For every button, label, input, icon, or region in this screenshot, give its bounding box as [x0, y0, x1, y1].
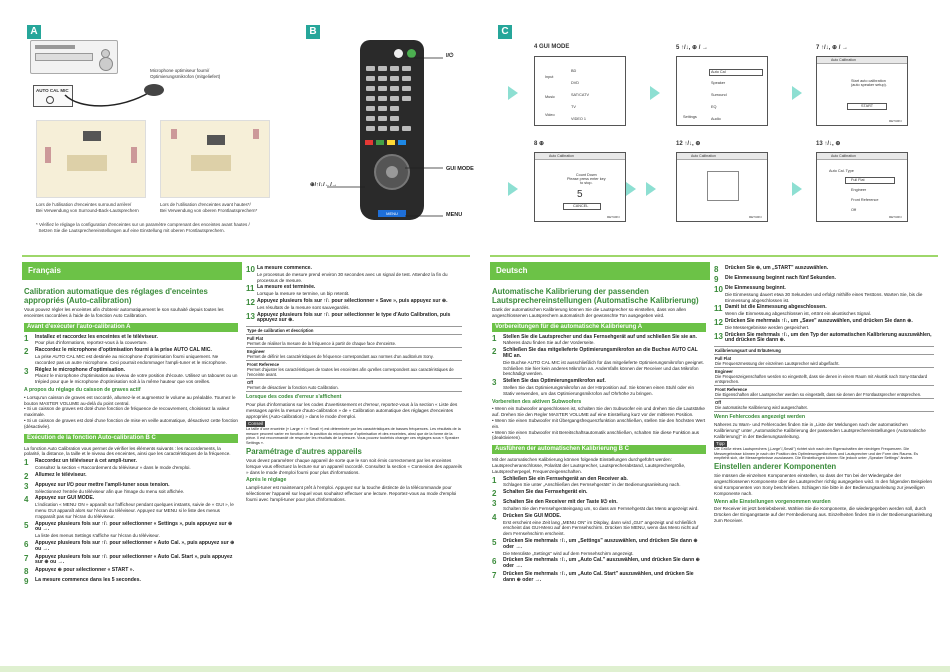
fr-step-5: 2 Allumez le téléviseur. [24, 471, 87, 481]
tv7-footer: RETURN [889, 119, 902, 123]
language-band-fr: Français [22, 262, 242, 280]
de-table-desc: Die Frequenzmessung der einzelnen Lautsprecher wird abgeflacht. [715, 361, 840, 367]
de-c2-step-9-title: Die Einmessung beginnt nach fünf Sekunden. [725, 275, 836, 281]
fr-table-row [246, 379, 462, 392]
fr-after-heading: Après le réglage [246, 477, 287, 484]
de-table-row [714, 355, 934, 368]
fr-step-4-desc: Consultez la section « Raccordement du téléviseur » dans le mode d'emploi. [35, 464, 191, 470]
de-subwoofer-heading: Vorbereiten des aktiven Subwoofers [492, 398, 582, 405]
de-step-10-title: Drücken Sie mehrmals ↑/↓, um „Auto Cal. Start" auszuwählen, und drücken Sie dann ⊕ oder →. [503, 570, 694, 583]
de-step-5: 2 Schalten Sie das Fernsehgerät ein. [492, 489, 588, 499]
jack-label: AUTO CAL MIC [36, 88, 69, 93]
fr-heading-exec: Exécution de la fonction Auto-calibration B C [24, 434, 238, 443]
de-table-type: Front Reference [715, 387, 748, 393]
fr-table-desc: Permet de définir les caractéristiques de fréquence correspondant aux normes d'un auditorium Sony. [247, 354, 434, 360]
de-c2-step-9: 9 Die Einmessung beginnt nach fünf Sekunden. [714, 275, 836, 284]
section-b-label: B [306, 25, 320, 39]
de-tip-desc: Die Größe eines Lautsprechers („Large"/„Small") richtet sich nach den Eigenschaften der niedrigen Frequenzen. Die Messergebnisse können je nach der Position des Optimierungsmikrofons und Lautsprecher und der Form des Raums. Es empfiehlt sich, die Messergebnisse zuzulassen. Die Einstellungen können Sie jedoch unter „Speaker Settings" ändern. [714, 447, 919, 461]
tv5-item: EQ [711, 105, 717, 109]
flow-arrow [626, 182, 636, 196]
de-table-row [714, 386, 934, 399]
tv4-icon-label: Input [545, 75, 554, 79]
fr-table-type: Engineer [247, 349, 265, 355]
bottom-rule [0, 666, 950, 672]
fr-after-desc: Lampli-tuner est maintenant prêt à l'emploi. Appuyez sur la touche distincte de la télécommande pour sélectionner l'appareil sur lequel vous souhaitez effectuer une lecture. Reportez-vous au mode d'emploi fourni avec l'ampli-tuner pour plus d'informations. [246, 485, 457, 502]
fr-c2-step-11: 11 La mesure est terminée. Lorsque la mesure se termine, un bip retentit. [246, 284, 350, 297]
de-c2-step-11-desc: Wenn die Einmessung abgeschlossen ist, ertönt ein akustisches Signal. [725, 311, 871, 317]
de-c2-step-8-title: Drücken Sie ⊕, um „START" auszuwählen. [725, 265, 829, 271]
fr-c2-step-13-title: Appuyez plusieurs fois sur ↑/↓ pour sélectionner le type d'Auto Calibration, puis appuyez sur ⊕. [257, 311, 451, 324]
tv-screen-step-13 [816, 152, 908, 222]
de-error-heading: Wenn Fehlercodes angezeigt werden [714, 414, 805, 421]
de-c2-step-11-title: Damit ist die Einmessung abgeschlossen. [725, 304, 827, 311]
menu-button-highlight: MENU [378, 210, 406, 217]
de-subwoofer-2: • Wenn Sie einen Subwoofer mit Übergangsfrequenzfunktion anschließen, stellen Sie den höchsten Wert ein. [492, 417, 706, 429]
de-subwoofer-3: • Wenn Sie einen Subwoofer mit Bereitschaftsautomatik anschließen, schalten Sie diese Funktion aus (deaktivieren). [492, 429, 700, 441]
fr-step-9-title: Appuyez plusieurs fois sur ↑/↓ pour sélectionner « Auto Cal. », puis appuyez sur ⊕ ou →. [35, 539, 235, 552]
de-heading-exec: Ausführen der automatischen Kalibrierung B C [492, 445, 706, 454]
tv8-text: Count Down Please press enter key to stop. [567, 173, 606, 185]
tv5-item: Auto Cal [711, 70, 726, 74]
de-tip-badge: Tipp [716, 441, 725, 447]
caption-surround-back: Lors de l'utilisation d'enceintes surround arrière/ Bei Verwendung von Surround-Back-Lautsprechern [36, 202, 139, 213]
de-table-desc: Die Frequenzeigenschaften werden so eingestellt, dass sie denen in einem Raum mit Akustik nach Sony-Standard entsprechen. [715, 374, 928, 385]
fr-subwoofer-1: • Lorsqu'un caisson de graves est raccordé, allumez-le et augmentez le volume au préalable. Tournez le bouton MASTER VOLUME au-delà du point central. [24, 394, 236, 406]
de-error-desc: Näheres zu Warn- und Fehlercodes finden Sie in „Liste der Meldungen nach der automatischen Kalibrierung" unter „Automatische Kalibrierung der passenden Lautsprechereinstellungen (Automatische Kalibrierung)" in der Bedienungsanleitung. [714, 421, 926, 439]
fr-step-7-title: Appuyez sur GUI MODE. [35, 495, 95, 502]
tv4-icon-label: Video [545, 113, 555, 117]
tv7-title: Auto Calibration [817, 57, 907, 64]
tv8-title: Auto Calibration [535, 153, 625, 160]
fr-step-6: 3 Appuyez sur I/⏻ pour mettre l'ampli-tuner sous tension. Sélectionnez l'entrée du téléviseur afin que l'image du menu soit affichée. [24, 481, 185, 494]
de-c2-step-12: 12 Drücken Sie mehrmals ↑/↓, um „Save" auszuwählen, und drücken Sie dann ⊕. Die Messergebnisse werden gespeichert. [714, 317, 913, 330]
de-step-3: 3 Stellen Sie das Optimierungsmikrofon auf. Stellen Sie das Optimierungsmikrofon an der Hörposition auf. Sie können einen Stuhl oder ein Stativ verwenden, um das Optimierungsmikrofon auf Ohrhöhe zu bringen. [492, 379, 706, 396]
flow-arrow [792, 182, 802, 196]
flow-arrow [508, 86, 518, 100]
de-step-4-title: Schließen Sie ein Fernsehgerät an den Receiver ab. [503, 475, 628, 482]
tv13-option: Full Flat [851, 178, 865, 182]
de-step-6: 3 Schalten Sie den Receiver mit der Taste I/⏻ ein. Schalten Sie den Fernsehgeräteingang um, so dass am Fernsehgerät das Menü angezeigt wird. [492, 499, 699, 511]
fr-c2-step-11-title: La mesure est terminée. [257, 284, 316, 291]
de-step-3-desc: Stellen Sie das Optimierungsmikrofon an der Hörposition auf. Sie können einen Stuhl oder ein Stativ verwenden, um das Optimierungsmikrofon auf Ohrhöhe zu bringen. [503, 384, 695, 396]
de-table-type: Engineer [715, 369, 733, 375]
de-step-7-desc: Erst erscheint eine Zeit lang „MENU ON" im Display, dann wird „GUI" angezeigt und schließlich erscheint das GUI-Menü auf dem Fernsehschirm. Drücken Sie MENU, wenn das Menü nicht auf dem Fernsehschirm erscheint. [503, 519, 699, 537]
de-step-10: 7 Drücken Sie mehrmals ↑/↓, um „Auto Cal. Start" auszuwählen, und drücken Sie dann ⊕ oder →. [492, 572, 706, 584]
de-calibration-table [714, 346, 934, 412]
remote-callout-lines [405, 48, 465, 228]
fr-step-4: 1 Raccordez un téléviseur à cet ampli-tuner. Consultez la section « Raccordement du téléviseur » dans le mode d'emploi. [24, 458, 191, 470]
de-table-type: Full Flat [715, 356, 732, 362]
room-front-high-illustration [160, 120, 270, 198]
fr-table-desc: Permet de réaliser la mesure de la fréquence à partir de chaque face d'enceinte. [247, 341, 397, 347]
step-5-label: 5 ↑/↓, ⊕ / → [676, 45, 709, 51]
menu-callout: MENU [446, 212, 463, 218]
fr-step-12: 9 La mesure commence dans les 5 secondes. [24, 577, 141, 587]
tv8-cancel-button: CANCEL [573, 204, 589, 208]
de-step-4: 1 Schließen Sie ein Fernsehgerät an den Receiver ab. Schlagen Sie unter „Anschließen des Fernsehgeräts" in der Bedienungsanleitung nach. [492, 475, 681, 488]
section-a-label: A [27, 25, 41, 39]
fr-step-2-title: Raccordez le microphone d'optimisation fourni à la prise AUTO CAL MIC. [35, 347, 212, 354]
fr-step-3-desc: Placez le microphone d'optimisation au niveau de votre position d'écoute. Utilisez un tabouret ou un trépied pour que le microphone d'optimisation soit à la même hauteur que vos oreilles. [35, 373, 238, 385]
step-4-label: 4 GUI MODE [534, 44, 570, 50]
de-step-9: 6 Drücken Sie mehrmals ↑/↓, um „Auto Cal." auszuwählen, und drücken Sie dann ⊕ oder →. [492, 558, 706, 570]
de-table-row [714, 368, 934, 386]
de-step-6-desc: Schalten Sie den Fernsehgeräteingang um, so dass am Fernsehgerät das Menü angezeigt wird. [503, 505, 699, 511]
de-exec-desc: Mit der automatischen Kalibrierung können folgende Einstellungen durchgeführt werden: Lautsprecheranschlüsse, Polarität der Lautsprecher, Lautsprecherabstand, Lautsprechergröße, Lautsprecherpegel, Frequenzeigenschaften. [492, 457, 686, 474]
fr-table-type: Front Reference [247, 362, 280, 368]
fr-step-7: 4 Appuyez sur GUI MODE. L'indication « MENU ON » apparaît sur l'afficheur pendant quelques instants, suivie de « GUI », le menu GUI apparaît alors sur l'écran du téléviseur. Appuyez sur MENU si le liste des menus n'apparaît pas sur l'écran du téléviseur. [24, 496, 238, 519]
flow-arrow [646, 182, 656, 196]
de-step-5-title: Schalten Sie das Fernsehgerät ein. [503, 489, 588, 496]
fr-table-type: Full Flat [247, 336, 264, 342]
tv12-title: Auto Calibration [677, 153, 767, 160]
tv8-footer: RETURN [607, 215, 620, 219]
fr-table-desc: Permet d'ajuster les caractéristiques de toutes les enceintes afin qu'elles correspondent aux caractéristiques de l'enceinte avant. [247, 367, 454, 378]
tv12-footer: RETURN [749, 215, 762, 219]
de-c2-step-8: 8 Drücken Sie ⊕, um „START" auszuwählen. [714, 265, 829, 274]
tv13-label: Auto Cal. Type [829, 169, 854, 173]
flow-arrow [792, 86, 802, 100]
tv4-item: DVD [571, 81, 580, 85]
fr-tip-badge: Conseil [248, 421, 264, 427]
fr-c2-step-12: 12 Appuyez plusieurs fois sur ↑/↓ pour sélectionner « Save », puis appuyez sur ⊕. Les résultats de la mesure sont sauvegardés. [246, 297, 448, 310]
tv5-item: Audio [711, 117, 721, 121]
fr-title: Calibration automatique des réglages d'enceintes appropriés (Auto-calibration) [24, 287, 208, 305]
fr-step-2-desc: La prise AUTO CAL MIC est destinée au microphone d'optimisation fourni uniquement. Ne raccordez pas un autre microphone. Ceci pourrait endommager l'ampli-tuner et le microphone. [35, 353, 227, 365]
de-c2-step-11: 11 Damit ist die Einmessung abgeschlossen. Wenn die Einmessung abgeschlossen ist, ertönt ein akustisches Signal. [714, 304, 871, 317]
de-table-head: Kalibrierungsart und Erläuterung [714, 347, 934, 355]
fr-intro: Vous pouvez régler les enceintes afin d'obtenir automatiquement le son souhaité depuis toutes les enceintes raccordées à l'aide de la fonction Auto Calibration. [24, 307, 224, 318]
de-step-8-title: Drücken Sie mehrmals ↑/↓, um „Settings" auszuwählen, und drücken Sie dann ⊕ oder →. [503, 537, 698, 550]
tv13-title: Auto Calibration [817, 153, 907, 160]
fr-step-3-title: Réglez le microphone d'optimisation. [35, 366, 126, 373]
fr-step-11: 8 Appuyez ⊕ pour sélectionner « START ». [24, 567, 134, 577]
fr-table-row [246, 348, 462, 361]
de-c2-step-12-desc: Die Messergebnisse werden gespeichert. [725, 324, 810, 330]
fr-step-11-title: Appuyez ⊕ pour sélectionner « START ». [35, 567, 134, 574]
de-step-8-desc: Die Menüliste „Settings" wird auf dem Fernsehschirm angezeigt. [503, 550, 634, 556]
step-13-label: 13 ↑/↓, ⊕ [816, 141, 841, 147]
room-surround-back-illustration [36, 120, 146, 198]
de-intro: Dank der automatischen Kalibrierung können Sie die Lautsprecher so einstellen, dass von allen angeschlossenen Lautsprechern automatisch der gewünschte Ton ausgegeben wird. [492, 307, 687, 318]
nav-callout: ⊕/↑/↓/←/→ [310, 182, 338, 188]
flow-arrow [650, 86, 660, 100]
tv-screen-step-7 [816, 56, 908, 126]
fr-step-6-title: Appuyez sur I/⏻ pour mettre l'ampli-tuner sous tension. [35, 481, 170, 488]
fr-tip-desc: La taille d'une enceinte (« Large » / « Small ») est déterminée par les caractéristiques de basses fréquences. Les résultats de la mesure peuvent varier en fonction de la position du microphone d'optimisation et des enceintes, ainsi que de la forme de la pièce. Il est recommandé de respecter les résultats de la mesure. Vous pouvez toutefois changer ces réglages sous « Speaker Settings ». [246, 427, 461, 445]
de-after-desc: Der Receiver ist jetzt betriebsbereit. Wählen Sie die Komponente, die wiedergegeben werden soll, durch Drücken der Eingangstaste auf der Fernbedienung aus. Einzelheiten finden Sie in der Bedienungsanleitung zum Receiver. [714, 506, 933, 524]
tv4-icon-label: Music [545, 95, 555, 99]
fr-step-10-title: Appuyez plusieurs fois sur ↑/↓ pour sélectionner « Auto Cal. Start », puis appuyez sur ⊕ ou →. [35, 553, 233, 566]
fr-c2-step-10-desc: Le processus de mesure prend environ 30 secondes avec un signal de test. Attendez la fin du processus de mesure. [257, 271, 448, 283]
gui-mode-callout: GUI MODE [446, 166, 474, 172]
fr-subwoofer-heading: A propos du réglage du caisson de graves actif [24, 386, 141, 393]
speaker-note: * Vérifiez le réglage la configuration d'enceintes sur un paramètre comprenant des enceintes avant hautes / Setzen Sie die Lautsprechereinstellungen auf eine Einstellung mit oberen Frontlautsprechern. [36, 222, 250, 233]
de-step-2-title: Schließen Sie das mitgelieferte Optimierungsmikrofon an die Buchse AUTO CAL MIC an. [503, 347, 698, 359]
de-table-desc: Die Eigenschaften aller Lautsprecher werden so eingestellt, dass sie denen der Frontlautsprecher entsprechen. [715, 392, 922, 398]
tv4-item: VIDEO 1 [571, 117, 586, 121]
de-other-desc: Sie müssen die einzelnen Komponenten einstellen, so dass der Ton bei der Wiedergabe der angeschlossenen Komponente über die Lautsprecher richtig ausgegeben wird. In den folgenden Beispielen sind Komponenten von Sony beschrieben. Schlagen Sie bitte in der Bedienungsanleitung zur jeweiligen Komponente nach. [714, 473, 933, 496]
step-8-label: 8 ⊕ [534, 141, 545, 147]
fr-error-desc: Pour plus d'informations sur les codes d'avertissement et d'erreur, reportez-vous à la section « Liste des messages après la mesure d'auto-calibration » de « Calibration automatique des réglages d'enceintes appropriés (Auto-calibration) » dans le mode d'emploi. [246, 401, 458, 419]
fr-step-6-desc: Sélectionnez l'entrée du téléviseur afin que l'image du menu soit affichée. [35, 488, 185, 494]
de-table-type: Off [715, 400, 722, 406]
tv5-item: Surround [711, 93, 727, 97]
fr-error-heading: Lorsque des codes d'erreur s'affichent [246, 394, 342, 401]
tv13-footer: RETURN [889, 215, 902, 219]
de-step-1-desc: Näheres dazu finden Sie auf der Vorderseite. [503, 340, 595, 346]
fr-c2-step-13: 13 Appuyez plusieurs fois sur ↑/↓ pour sélectionner le type d'Auto Calibration, puis appuyez sur ⊕. [246, 313, 462, 325]
fr-other-heading: Paramétrage d'autres appareils [246, 446, 362, 456]
fr-step-7-desc: L'indication « MENU ON » apparaît sur l'afficheur pendant quelques instants, suivie de « GUI », le menu GUI apparaît alors sur l'écran du téléviseur. Appuyez sur MENU si le liste des menus n'apparaît pas sur l'écran du téléviseur. [35, 502, 234, 519]
de-c2-step-10-title: Die Einmessung beginnt. [725, 285, 786, 291]
fr-calibration-table [246, 326, 462, 392]
caption-front-high: Lors de l'utilisation d'enceintes avant hautes*/ Bei Verwendung von oberen Frontlautsprechern* [160, 202, 258, 213]
de-table-desc: Die automatische Kalibrierung wird ausgeschaltet. [715, 405, 808, 411]
de-step-1: 1 Stellen Sie die Lautsprecher und das Fernsehgerät auf und schließen Sie sie an. Näheres dazu finden Sie auf der Vorderseite. [492, 333, 697, 346]
de-c2-step-10-desc: Die Einmessung dauert etwa 30 Sekunden und erfolgt mithilfe eines Testtons. Warten Sie, bis die Einmessung abgeschlossen ist. [725, 291, 923, 303]
av-receiver-illustration [30, 40, 118, 74]
tv-screen-step-8 [534, 152, 626, 222]
fr-table-head: Type de calibration et description [246, 327, 462, 335]
de-heading-before: Vorbereitungen für die automatische Kalibrierung A [492, 323, 706, 332]
de-column-2 [714, 264, 934, 524]
fr-step-2: 2 Raccordez le microphone d'optimisation fourni à la prise AUTO CAL MIC. La prise AUTO CAL MIC est destinée au microphone d'optimisation fourni uniquement. Ne raccordez pas un autre microphone. Ceci pourrait endommager l'ampli-tuner et le microphone. [24, 348, 238, 365]
fr-c2-step-10-title: La mesure commence. [257, 265, 312, 271]
tv-screen-step-5 [676, 56, 768, 126]
fr-step-4-title: Raccordez un téléviseur à cet ampli-tuner. [35, 458, 137, 465]
power-callout: I/⏻ [446, 53, 454, 59]
fr-heading-before: Avant d'exécuter l'auto-calibration A [24, 323, 238, 332]
de-c2-step-10: 10 Die Einmessung beginnt. Die Einmessung dauert etwa 30 Sekunden und erfolgt mithilfe eines Testtons. Warten Sie, bis die Einmessung abgeschlossen ist. [714, 286, 934, 303]
fr-step-1-desc: Pour plus d'informations, reportez-vous à la couverture. [35, 340, 148, 346]
tv4-item: SAT/CATV [571, 93, 590, 97]
flow-arrow [508, 182, 518, 196]
fr-step-3: 3 Réglez le microphone d'optimisation. Placez le microphone d'optimisation au niveau de votre position d'écoute. Utilisez un tabouret ou un trépied pour que le microphone d'optimisation soit à la même hauteur que vos oreilles. [24, 366, 238, 385]
step-12-label: 12 ↑/↓, ⊕ [676, 141, 701, 147]
tv13-option: Off [851, 208, 856, 212]
fr-exec-desc: La fonction Auto Calibration vous permet de vérifier les éléments suivants : les raccordements, la polarité, la distance, la taille et le niveau des enceintes, ainsi que les caractéristiques de la fréquence. [24, 445, 231, 457]
step-7-label: 7 ↑/↓, ⊕ / → [816, 45, 849, 51]
fr-step-1-title: Installez et raccordez les enceintes et le téléviseur. [35, 333, 158, 340]
de-step-9-title: Drücken Sie mehrmals ↑/↓, um „Auto Cal." auszuwählen, und drücken Sie dann ⊕ oder →. [503, 557, 700, 570]
de-c2-step-13-title: Drücken Sie mehrmals ↑/↓, um den Typ der automatischen Kalibrierung auszuwählen, und drücken Sie dann ⊕. [725, 331, 932, 344]
section-c-label: C [498, 25, 512, 39]
fr-other-desc: Vous devez paramétrer chaque appareil de sorte que le son soit émis correctement par les enceintes lorsque vous effectuez la lecture sur un appareil raccordé. Consultez la section « Connexion des appareils » dans le mode d'emploi fourni pour plus d'informations. [246, 458, 462, 475]
tv4-item: BD [571, 69, 577, 73]
fr-table-row [246, 361, 462, 379]
de-step-3-title: Stellen Sie das Optimierungsmikrofon auf. [503, 378, 606, 385]
optimizer-mic-icon [144, 84, 164, 96]
fr-column-2 [246, 264, 462, 503]
fr-step-8-title: Appuyez plusieurs fois sur ↑/↓ pour sélectionner « Settings », puis appuyez sur ⊕ ou →. [35, 520, 233, 533]
language-band-de: Deutsch [490, 262, 710, 280]
de-c2-step-12-title: Drücken Sie mehrmals ↑/↓, um „Save" auszuwählen, und drücken Sie dann ⊕. [725, 317, 913, 324]
fr-c2-step-10: 10 La mesure commence. Le processus de mesure prend environ 30 secondes avec un signal de test. Attendez la fin du processus de mesure. [246, 266, 462, 283]
de-after-heading: Wenn alle Einstellungen vorgenommen wurden [714, 498, 831, 505]
fr-step-8: 5 Appuyez plusieurs fois sur ↑/↓ pour sélectionner « Settings », puis appuyez sur ⊕ ou →. La liste des menus Settings s'affiche sur l'écran du téléviseur. [24, 522, 238, 539]
fr-c2-step-12-desc: Les résultats de la mesure sont sauvegardés. [257, 304, 350, 310]
fr-step-9: 6 Appuyez plusieurs fois sur ↑/↓ pour sélectionner « Auto Cal. », puis appuyez sur ⊕ ou →. [24, 541, 238, 553]
fr-step-8-desc: La liste des menus Settings s'affiche sur l'écran du téléviseur. [35, 533, 160, 539]
de-step-1-title: Stellen Sie die Lautsprecher und das Fernsehgerät auf und schließen Sie sie an. [503, 333, 697, 340]
tv13-option: Front Reference [851, 198, 879, 202]
tv8-count: 5 [577, 189, 583, 200]
tv-screen-step-12 [676, 152, 768, 222]
tv7-text: Start auto calibration (auto speaker setup). [851, 79, 887, 87]
fr-c2-step-12-title: Appuyez plusieurs fois sur ↑/↓ pour sélectionner « Save », puis appuyez sur ⊕. [257, 297, 448, 304]
de-step-8: 5 Drücken Sie mehrmals ↑/↓, um „Settings" auszuwählen, und drücken Sie dann ⊕ oder →. Die Menüliste „Settings" wird auf dem Fernsehschirm angezeigt. [492, 539, 706, 556]
de-table-row [714, 399, 934, 412]
tv7-start-button: START [861, 104, 874, 108]
fr-step-1: 1 Installez et raccordez les enceintes et le téléviseur. Pour plus d'informations, reportez-vous à la couverture. [24, 333, 158, 346]
tv4-item: TV [571, 105, 576, 109]
de-c2-step-13: 13 Drücken Sie mehrmals ↑/↓, um den Typ der automatischen Kalibrierung auszuwählen, und drücken Sie dann ⊕. [714, 333, 934, 345]
de-step-7: 4 Drücken Sie GUI MODE. Erst erscheint eine Zeit lang „MENU ON" im Display, dann wird „GUI" angezeigt und schließlich erscheint das GUI-Menü auf dem Fernsehschirm. Drücken Sie MENU, wenn das Menü nicht auf dem Fernsehschirm erscheint. [492, 514, 706, 537]
de-title: Automatische Kalibrierung der passenden Lautsprechereinstellungen (Automatische Kalibrierung) [492, 287, 699, 305]
de-step-6-title: Schalten Sie den Receiver mit der Taste I/⏻ ein. [503, 499, 618, 506]
mic-label: Microphone optimiseur fourni/ Optimierungsmikrofon (mitgeliefert) [150, 68, 221, 79]
de-step-2-desc: Die Buchse AUTO CAL MIC ist ausschließlich für das mitgelieferte Optimierungsmikrofon geeignet. Schließen Sie hier kein anderes Mikrofon an. Andernfalls können der Receiver und das Mikrofon beschädigt werden. [503, 359, 704, 377]
fr-column-1 [24, 286, 238, 588]
fr-step-10: 7 Appuyez plusieurs fois sur ↑/↓ pour sélectionner « Auto Cal. Start », puis appuyez sur ⊕ ou →. [24, 555, 238, 567]
de-step-4-desc: Schlagen Sie unter „Anschließen des Fernsehgeräts" in der Bedienungsanleitung nach. [503, 482, 681, 488]
de-other-heading: Einstellen anderer Komponenten [714, 461, 837, 471]
tv-screen-step-4 [534, 56, 626, 126]
tv5-side-label: Settings [683, 115, 697, 119]
de-column-1 [492, 286, 706, 585]
fr-subwoofer-2: • Si un caisson de graves est doté d'une fonction de fréquence de recouvrement, choisissez la valeur maximale. [24, 406, 230, 418]
fr-step-5-title: Allumez le téléviseur. [35, 471, 87, 478]
de-subwoofer-1: • Wenn ein Subwoofer angeschlossen ist, schalten Sie den Subwoofer ein und drehen Sie die Lautstärke auf. Drehen Sie den Regler MASTER VOLUME auf eine Einstellung kurz vor der mittleren Position. [492, 406, 705, 418]
tv13-option: Engineer [851, 188, 867, 192]
fr-step-12-title: La mesure commence dans les 5 secondes. [35, 577, 141, 584]
de-step-7-title: Drücken Sie GUI MODE. [503, 512, 562, 519]
fr-table-desc: Permet de désactiver la fonction Auto Calibration. [247, 385, 339, 391]
fr-table-row [246, 335, 462, 348]
fr-table-type: Off [247, 380, 254, 386]
fr-c2-step-11-desc: Lorsque la mesure se termine, un bip retentit. [257, 291, 350, 297]
fr-subwoofer-3: • Si un caisson de graves est doté d'une fonction de mise en veille automatique, désactivez cette fonction (désactivée). [24, 417, 238, 429]
tv5-item: Speaker [711, 81, 726, 85]
de-step-2: 2 Schließen Sie das mitgelieferte Optimierungsmikrofon an die Buchse AUTO CAL MIC an. Die Buchse AUTO CAL MIC ist ausschließlich für das mitgelieferte Optimierungsmikrofon geeignet. Schließen Sie hier kein anderes Mikrofon an. Andernfalls können der Receiver und das Mikrofon beschädigt werden. [492, 348, 706, 377]
